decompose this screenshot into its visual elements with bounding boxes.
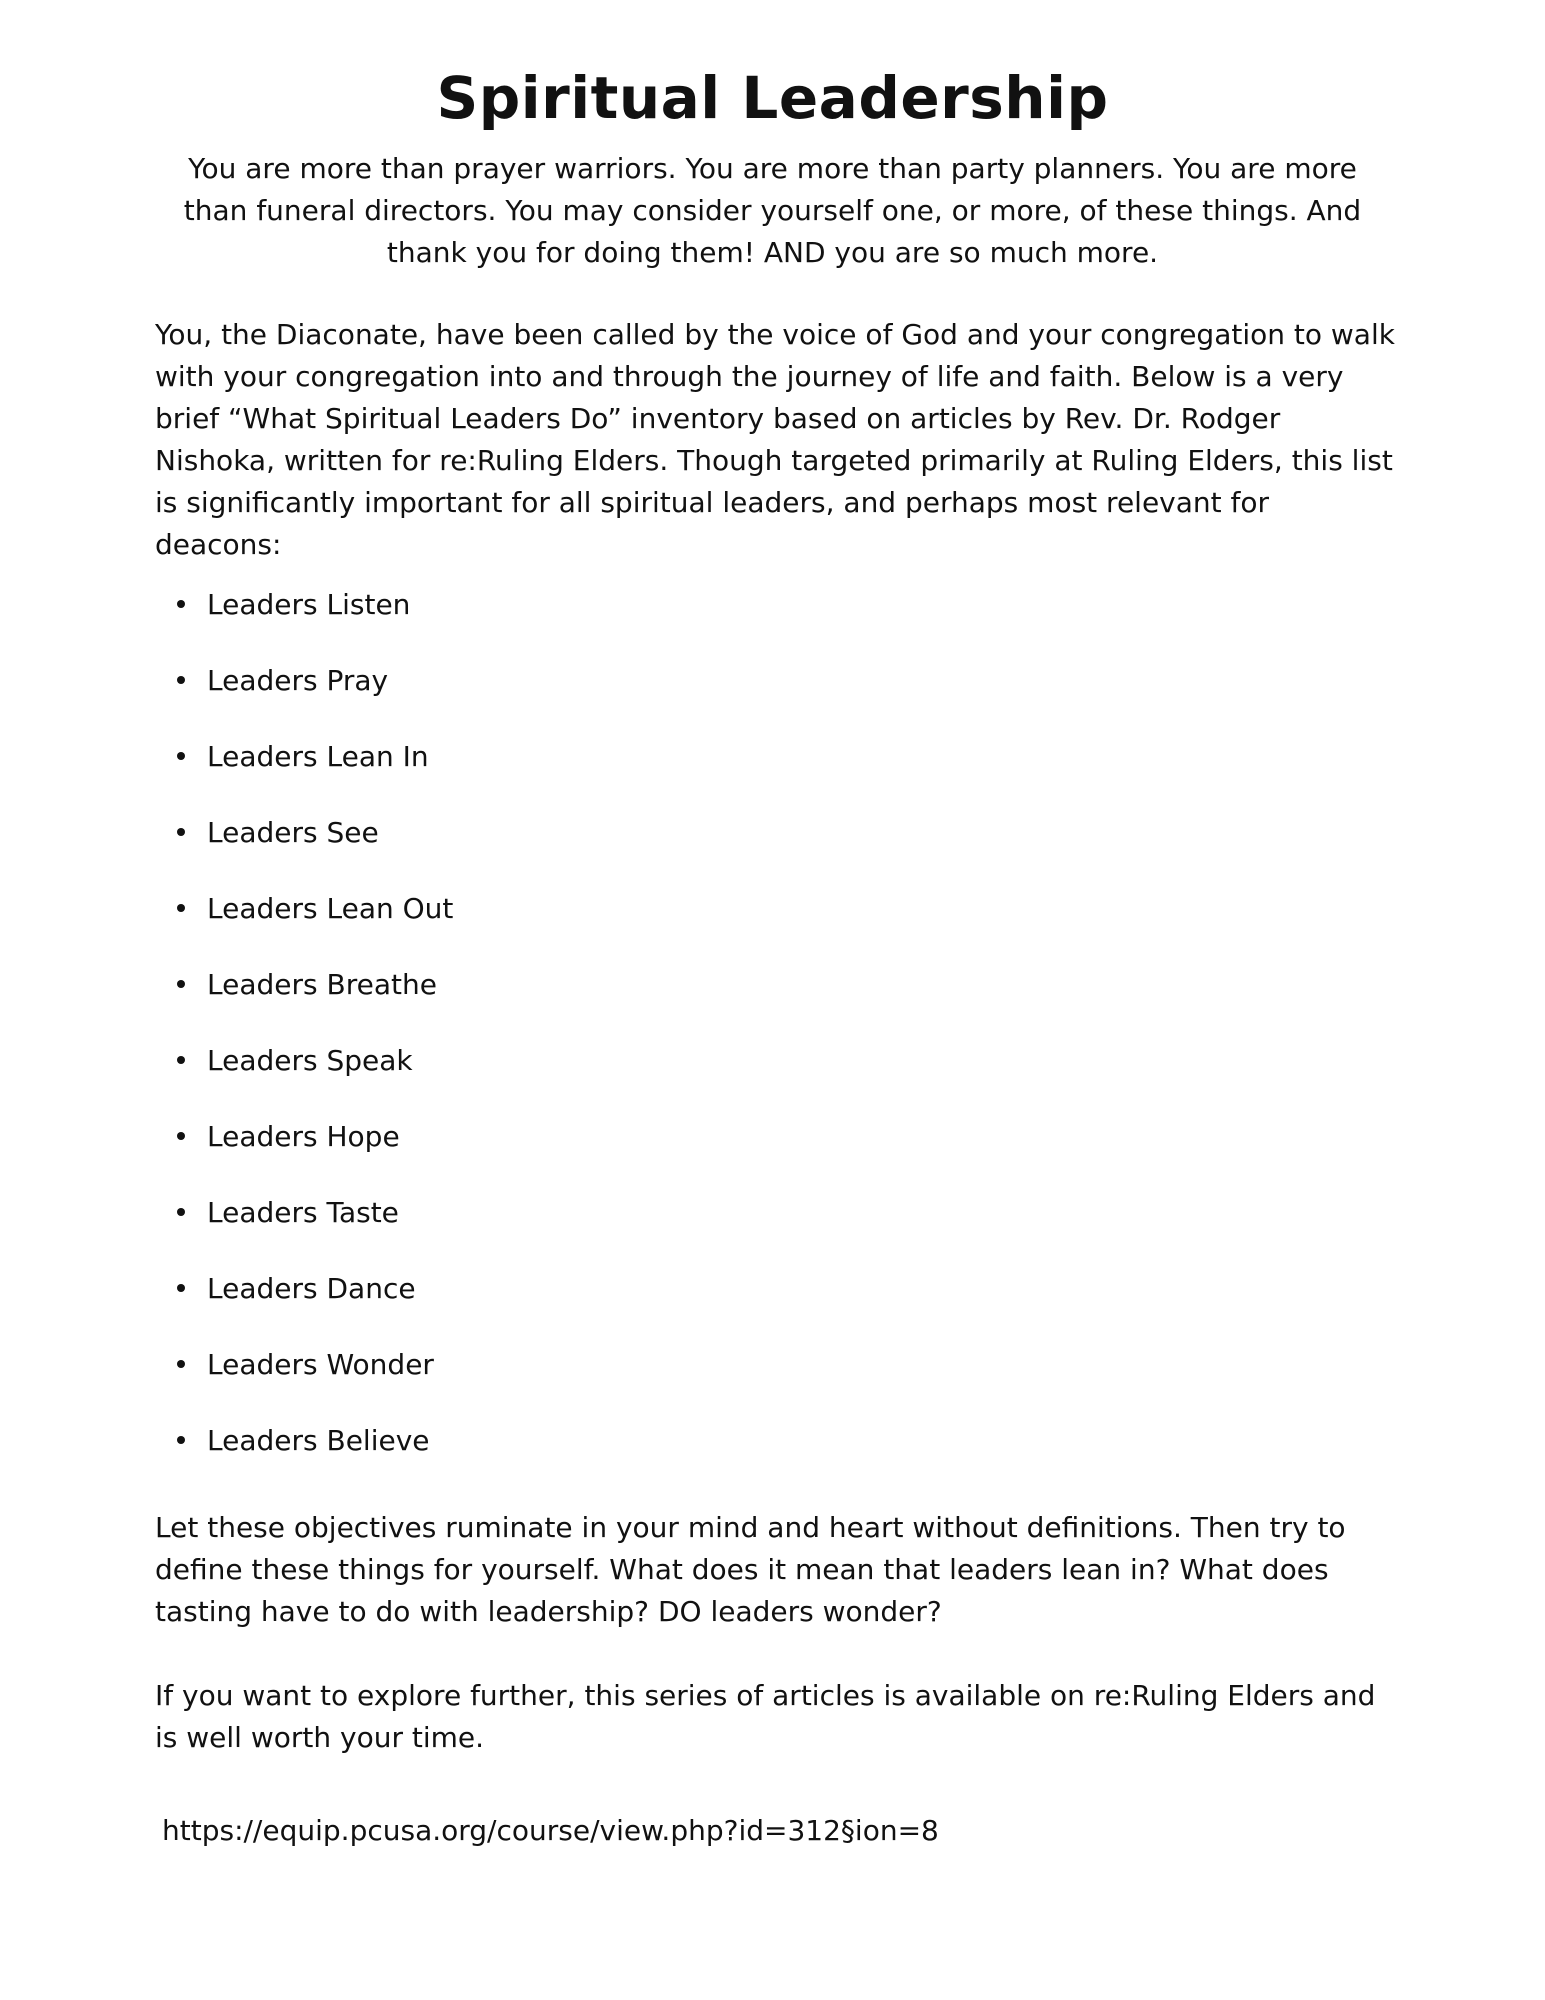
list-item <box>155 1032 453 1108</box>
list-item-label: Leaders Lean In <box>207 740 429 773</box>
bullet-icon <box>177 1056 185 1064</box>
bullet-icon <box>177 1360 185 1368</box>
list-item <box>155 1260 453 1336</box>
list-item-label: Leaders Breathe <box>207 968 437 1001</box>
diaconate-paragraph: You, the Diaconate, have been called by the voice of God and your congregation to walk with your congregation into and through the journey of life and faith. Below is a very brief “What Spiritual Leaders Do” inventory based on articles by Rev. Dr. Rodger Nishoka, written for re:Ruling Elders. Though targeted primarily at Ruling Elders, this list is significantly important for all spiritual leaders, and perhaps most relevant for deacons: <box>155 318 1395 561</box>
page-title: Spiritual Leadership <box>436 64 1109 132</box>
list-item <box>155 1108 453 1184</box>
list-item <box>155 880 453 956</box>
bullet-icon <box>177 1132 185 1140</box>
intro-paragraph: You are more than prayer warriors. You are more than party planners. You are more than funeral directors. You may consider yourself one, or more, of these things. And thank you for doing them! AND you are so much more. <box>183 152 1362 269</box>
list-item-label: Leaders Believe <box>207 1424 430 1457</box>
list-item <box>155 652 453 728</box>
course-link[interactable]: https://equip.pcusa.org/course/view.php?id=312§ion=8 <box>162 1814 939 1847</box>
list-item-label: Leaders Lean Out <box>207 892 454 925</box>
list-item <box>155 1184 453 1260</box>
list-item-label: Leaders Listen <box>207 588 411 621</box>
bullet-icon <box>177 1436 185 1444</box>
list-item-label: Leaders Taste <box>207 1196 399 1229</box>
list-item <box>155 1412 453 1488</box>
bullet-icon <box>177 752 185 760</box>
bullet-icon <box>177 904 185 912</box>
list-item-label: Leaders Wonder <box>207 1348 434 1381</box>
list-item <box>155 576 453 652</box>
list-item-label: Leaders Dance <box>207 1272 416 1305</box>
bullet-icon <box>177 980 185 988</box>
list-item-label: Leaders Hope <box>207 1120 400 1153</box>
list-item-label: Leaders Speak <box>207 1044 413 1077</box>
list-item <box>155 956 453 1032</box>
list-item-label: Leaders See <box>207 816 379 849</box>
list-item-label: Leaders Pray <box>207 664 389 697</box>
explore-paragraph: If you want to explore further, this series of articles is available on re:Ruling Elders and is well worth your time. <box>155 1679 1376 1754</box>
list-item <box>155 804 453 880</box>
list-item <box>155 728 453 804</box>
bullet-icon <box>177 676 185 684</box>
leaders-list <box>155 576 453 1488</box>
list-item <box>155 1336 453 1412</box>
bullet-icon <box>177 1208 185 1216</box>
bullet-icon <box>177 1284 185 1292</box>
bullet-icon <box>177 600 185 608</box>
bullet-icon <box>177 828 185 836</box>
ruminate-paragraph: Let these objectives ruminate in your mind and heart without definitions. Then try to define these things for yourself. What does it mean that leaders lean in? What does tasting have to do with leadership? DO leaders wonder? <box>155 1511 1346 1628</box>
